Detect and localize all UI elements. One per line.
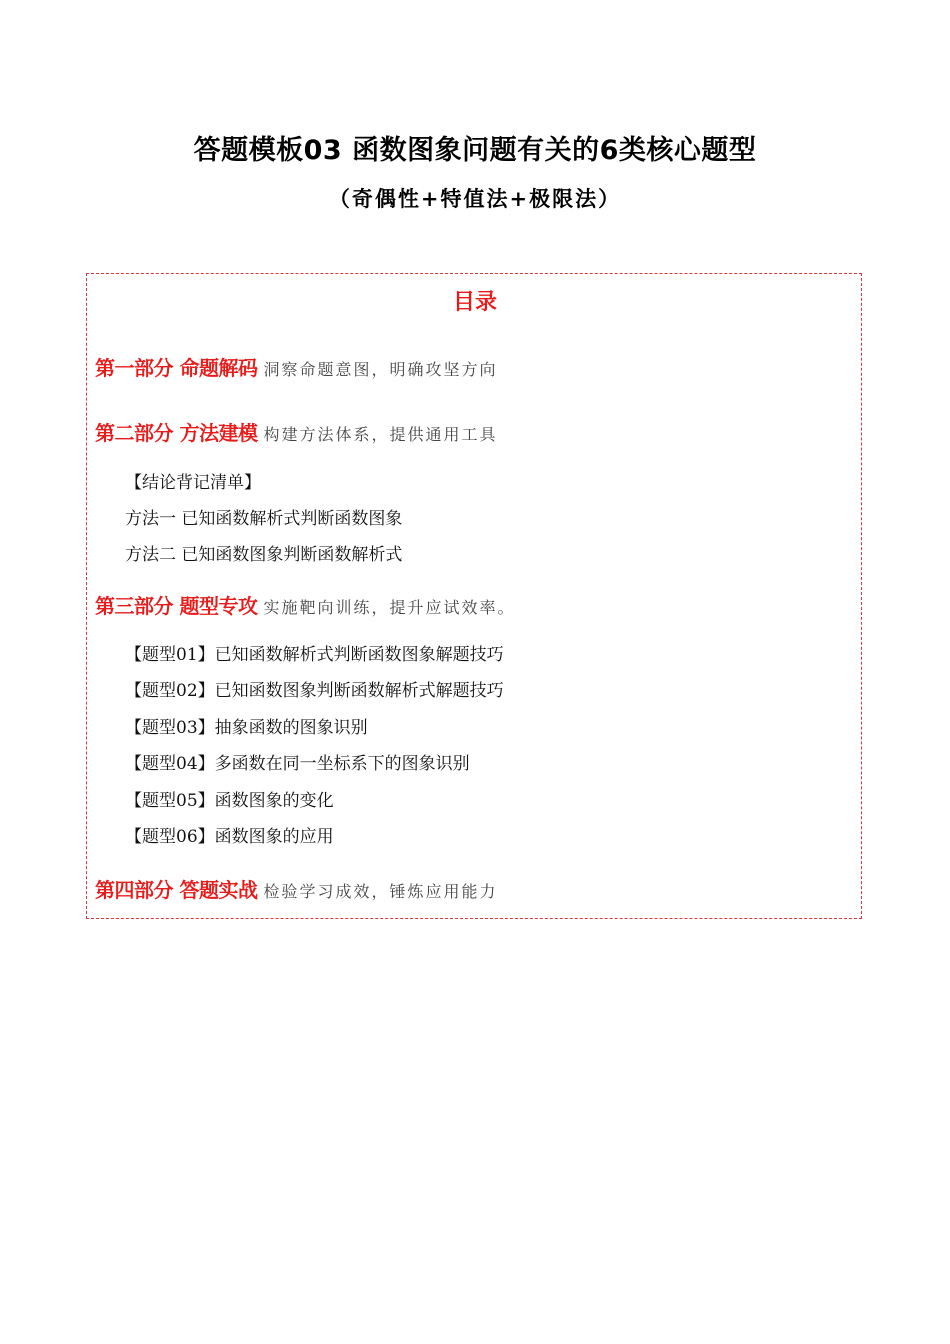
toc-method-item: 【结论背记清单】 [125,473,261,493]
toc-part-2 [95,417,497,446]
part-desc: 检验学习成效，锤炼应用能力 [263,882,498,901]
part-title: 第二部分 方法建模 [95,421,258,445]
document-subtitle: （奇偶性+特值法+极限法） [328,186,622,211]
toc-type-item: 【题型05】函数图象的变化 [125,791,334,811]
part-title: 第三部分 题型专攻 [95,594,258,618]
document-title: 答题模板03 函数图象问题有关的6类核心题型 [193,135,757,166]
toc-type-item: 【题型03】抽象函数的图象识别 [125,718,368,738]
toc-method-item: 方法一 已知函数解析式判断函数图象 [125,509,403,529]
part-desc: 构建方法体系，提供通用工具 [263,425,498,444]
part-desc: 实施靶向训练，提升应试效率。 [263,598,516,617]
toc-type-item: 【题型04】多函数在同一坐标系下的图象识别 [125,754,470,774]
part-title: 第四部分 答题实战 [95,878,258,902]
toc-heading: 目录 [452,290,497,315]
toc-method-item: 方法二 已知函数图象判断函数解析式 [125,545,403,565]
table-of-contents [86,273,862,919]
toc-type-item: 【题型06】函数图象的应用 [125,827,334,847]
part-title: 第一部分 命题解码 [95,356,258,380]
toc-type-item: 【题型02】已知函数图象判断函数解析式解题技巧 [125,681,504,701]
toc-part-4 [95,874,497,903]
toc-part-3 [95,590,515,619]
part-desc: 洞察命题意图，明确攻坚方向 [263,360,498,379]
toc-type-item: 【题型01】已知函数解析式判断函数图象解题技巧 [125,645,504,665]
toc-part-1 [95,352,497,381]
